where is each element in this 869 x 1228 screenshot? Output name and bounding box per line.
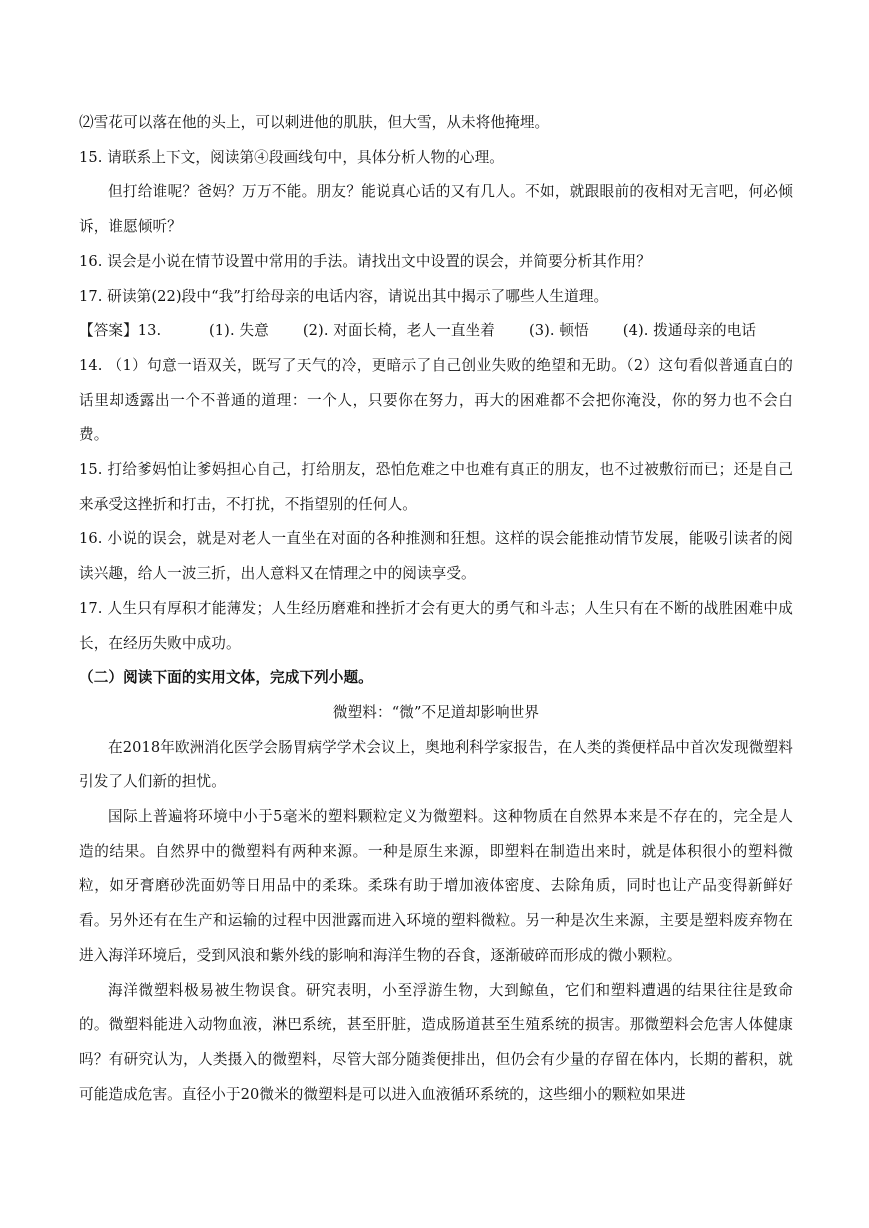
question-14-sub2: ⑵雪花可以落在他的头上，可以刺进他的肌肤，但大雪，从未将他掩埋。 <box>79 114 550 131</box>
answer-13-part1: (1). 失意 <box>209 322 269 340</box>
section-heading: （二）阅读下面的实用文体，完成下列小题。 <box>79 669 373 687</box>
question-15: 15. 请联系上下文，阅读第④段画线句中，具体分析人物的心理。 <box>79 148 504 166</box>
article-paragraph-3: 海洋微塑料极易被生物误食。研究表明，小至浮游生物，大到鲸鱼，它们和塑料遭遇的结果往往是致命的。微塑料能进入动物血液，淋巴系统，甚至肝脏，造成肠道甚至生殖系统的损害。那微塑料会危害人体健康吗？有研究认为，人类摄入的微塑料，尽管大部分随粪便排出，但仍会有少量的存留在体内，长期的蓄积，就可能造成危害。直径小于20微米的微塑料是可以进入血液循环系统的，这些细小的颗粒如果进 <box>79 981 793 1103</box>
article-title: 微塑料：“微”不足道却影响世界 <box>332 703 540 721</box>
question-16: 16. 误会是小说在情节设置中常用的手法。请找出文中设置的误会，并简要分析其作用？ <box>79 252 651 270</box>
answer-13-part4: (4). 拨通母亲的电话 <box>622 322 757 340</box>
answer-17: 17. 人生只有厚积才能薄发；人生经历磨难和挫折才会有更大的勇气和斗志；人生只有在不断的战胜困难中成长，在经历失败中成功。 <box>79 599 793 652</box>
article-paragraph-2: 国际上普遍将环境中小于5毫米的塑料颗粒定义为微塑料。这种物质在自然界本来是不存在的，完全是人造的结果。自然界中的微塑料有两种来源。一种是原生来源，即塑料在制造出来时，就是体积很小的塑料微粒，如牙膏磨砂洗面奶等日用品中的柔珠。柔珠有助于增加液体密度、去除角质，同时也让产品变得新鲜好看。另外还有在生产和运输的过程中因泄露而进入环境的塑料微粒。另一种是次生来源，主要是塑料废弃物在进入海洋环境后，受到风浪和紫外线的影响和海洋生物的吞食，逐渐破碎而形成的微小颗粒。 <box>79 808 793 964</box>
answer-16: 16. 小说的误会，就是对老人一直坐在对面的各种推测和狂想。这样的误会能推动情节发展，能吸引读者的阅读兴趣，给人一波三折，出人意料又在情理之中的阅读享受。 <box>79 530 793 583</box>
answer-13 <box>79 314 793 349</box>
answer-15: 15. 打给爹妈怕让爹妈担心自己，打给朋友，恐怕危难之中也难有真正的朋友，也不过被敷衍而已；还是自己来承受这挫折和打击，不打扰，不指望别的任何人。 <box>79 461 793 513</box>
answer-14: 14. （1）句意一语双关，既写了天气的冷，更暗示了自己创业失败的绝望和无助。（2）这句看似普通直白的话里却透露出一个不普通的道理：一个人，只要你在努力，再大的困难都不会把你淹没，你的努力也不会白费。 <box>79 356 793 444</box>
answer-13-part3: (3). 顿悟 <box>528 322 589 340</box>
article-paragraph-1: 在2018年欧洲消化医学会肠胃病学学术会议上，奥地利科学家报告，在人类的粪便样品中首次发现微塑料引发了人们新的担忧。 <box>79 738 793 791</box>
answer-label: 【答案】13. <box>79 322 162 340</box>
question-17: 17. 研读第(22)段中“我”打给母亲的电话内容，请说出其中揭示了哪些人生道理。 <box>79 287 609 305</box>
document-content <box>79 106 793 1112</box>
answer-13-part2: (2). 对面长椅，老人一直坐着 <box>302 322 495 340</box>
quoted-passage: 但打给谁呢？爸妈？万万不能。朋友？能说真心话的又有几人。不如，就跟眼前的夜相对无言吧，何必倾诉，谁愿倾听？ <box>79 183 793 236</box>
